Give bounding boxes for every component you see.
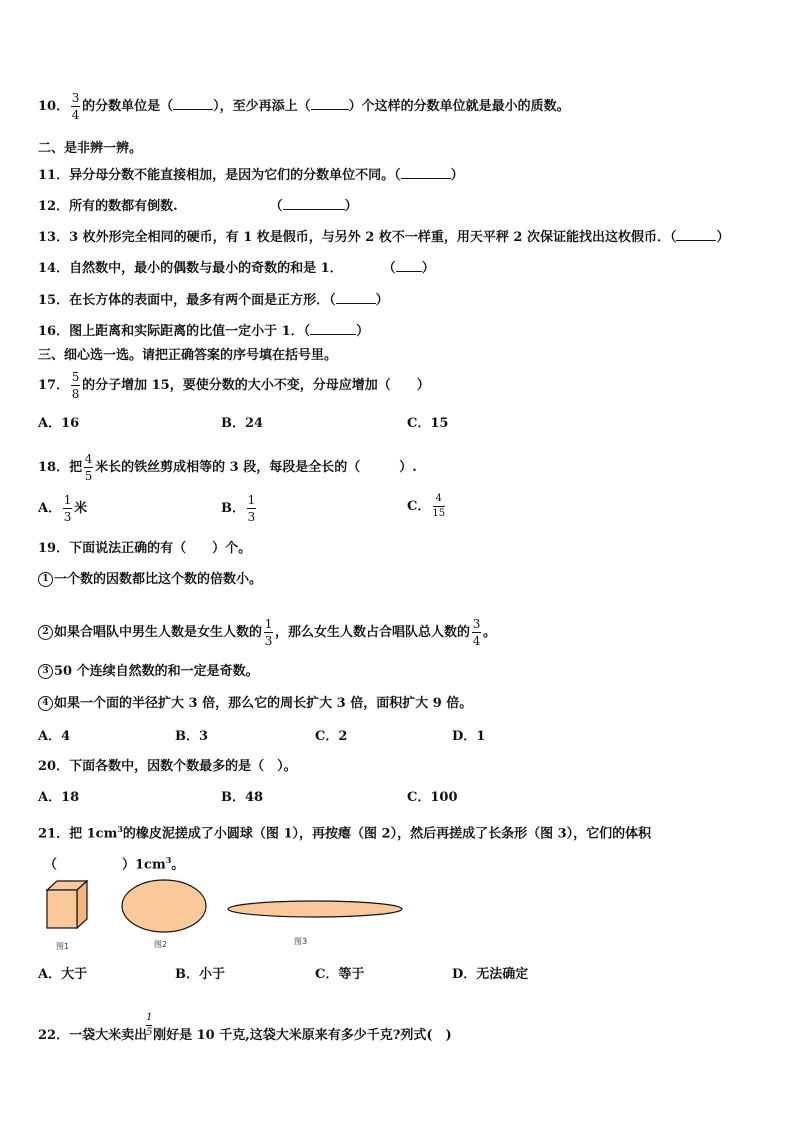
cube-figure (47, 881, 87, 928)
answer-blank[interactable] (173, 97, 213, 110)
statement-4: 4 如果一个面的半径扩大 3 倍，那么它的周长扩大 3 倍，面积扩大 9 倍。 (38, 696, 472, 712)
long-strip-figure (228, 901, 402, 917)
option-b[interactable]: B．小于 (175, 967, 225, 982)
statement-1: 1 一个数的因数都比这个数的倍数小。 (38, 572, 262, 588)
question-15: 15．在长方体的表面中，最多有两个面是正方形．（ ） (38, 293, 389, 308)
question-10: 10． $\frac{3}{4}$ 的分数单位是（ ），至少再添上（ ）个这样的分数单位就是最小的质数。 (38, 91, 570, 122)
answer-blank[interactable] (336, 291, 376, 304)
question-21-line-2: （ ）$1cm^3$。 (44, 855, 185, 873)
question-14: 14．自然数中，最小的偶数与最小的奇数的和是 1． （ ） (38, 261, 435, 276)
option-b[interactable]: B．24 (221, 416, 264, 431)
option-a[interactable]: A．16 (38, 416, 80, 431)
question-19: 19．下面说法正确的有（ ）个。 (38, 541, 252, 556)
figures (0, 878, 794, 958)
answer-blank[interactable] (676, 228, 716, 241)
answer-blank[interactable] (311, 97, 349, 110)
option-c[interactable]: C．15 (407, 416, 449, 431)
section-2-heading: 二、是非辨一辨。 (38, 141, 143, 156)
option-a[interactable]: A．4 (38, 729, 71, 744)
question-12: 12．所有的数都有倒数. （ ） (38, 199, 358, 214)
statement-3: 3 50 个连续自然数的和一定是奇数。 (38, 664, 259, 680)
fraction: $\frac{4}{5}$ (84, 452, 93, 483)
option-c[interactable]: C．100 (407, 790, 458, 805)
statement-2: 2 如果合唱队中男生人数是女生人数的 $\frac{1}{3}$ ，那么女生人数占合唱队总人数的 $\frac{3}{4}$ 。 (38, 618, 496, 647)
option-c[interactable]: C．2 (315, 729, 348, 744)
figure-3-caption: 图3 (294, 937, 308, 946)
option-b[interactable]: B．48 (221, 790, 264, 805)
option-d[interactable]: D．无法确定 (452, 967, 529, 982)
option-c[interactable]: C．等于 (315, 967, 365, 982)
answer-blank[interactable] (396, 259, 422, 272)
figure-2-caption: 图2 (154, 940, 168, 949)
question-13: 13．3 枚外形完全相同的硬币，有 1 枚是假币，与另外 2 枚不一样重，用天平秤 2 次保证能找出这枚假币．（ ） (38, 230, 730, 245)
figure-1-caption: 图1 (56, 942, 70, 951)
answer-blank[interactable] (401, 166, 451, 179)
option-a[interactable]: A．18 (38, 790, 80, 805)
fraction: $\frac{3}{4}$ (71, 91, 80, 122)
question-21: 21．把 $1cm^3$的橡皮泥搓成了小圆球（图 1），再按瘪（图 2），然后再搓成了长条形（图 3），它们的体积 (38, 824, 652, 842)
option-a[interactable]: A．大于 (38, 967, 88, 982)
option-b[interactable]: B．3 (175, 729, 209, 744)
question-22: 22．一袋大米卖出 1 5 刚好是 10 千克,这袋大米原来有多少千克?列式( ) (38, 1012, 452, 1043)
question-20: 20．下面各数中，因数个数最多的是（ ）。 (38, 759, 297, 774)
option-c[interactable]: C． $\frac{4}{15}$ (407, 493, 446, 519)
question-18: 18．把 $\frac{4}{5}$ 米长的铁丝剪成相等的 3 段，每段是全长的（ ）. (38, 452, 417, 483)
question-16: 16．图上距离和实际距离的比值一定小于 1．（ ） (38, 324, 370, 339)
answer-blank[interactable] (283, 197, 345, 210)
flattened-ball-figure (122, 880, 206, 932)
section-3-heading: 三、细心选一选。请把正确答案的序号填在括号里。 (38, 348, 338, 363)
fraction: $\frac{5}{8}$ (71, 370, 80, 401)
option-b[interactable]: B． $\frac{1}{3}$ (221, 493, 256, 524)
option-d[interactable]: D．1 (452, 729, 486, 744)
option-a[interactable]: A． $\frac{1}{3}$ 米 (38, 493, 88, 524)
question-11: 11．异分母分数不能直接相加，是因为它们的分数单位不同。（ ） (38, 168, 464, 183)
answer-blank[interactable] (310, 322, 356, 335)
question-17: 17． $\frac{5}{8}$ 的分子增加 15，要使分数的大小不变，分母应增加（ ） (38, 370, 430, 401)
